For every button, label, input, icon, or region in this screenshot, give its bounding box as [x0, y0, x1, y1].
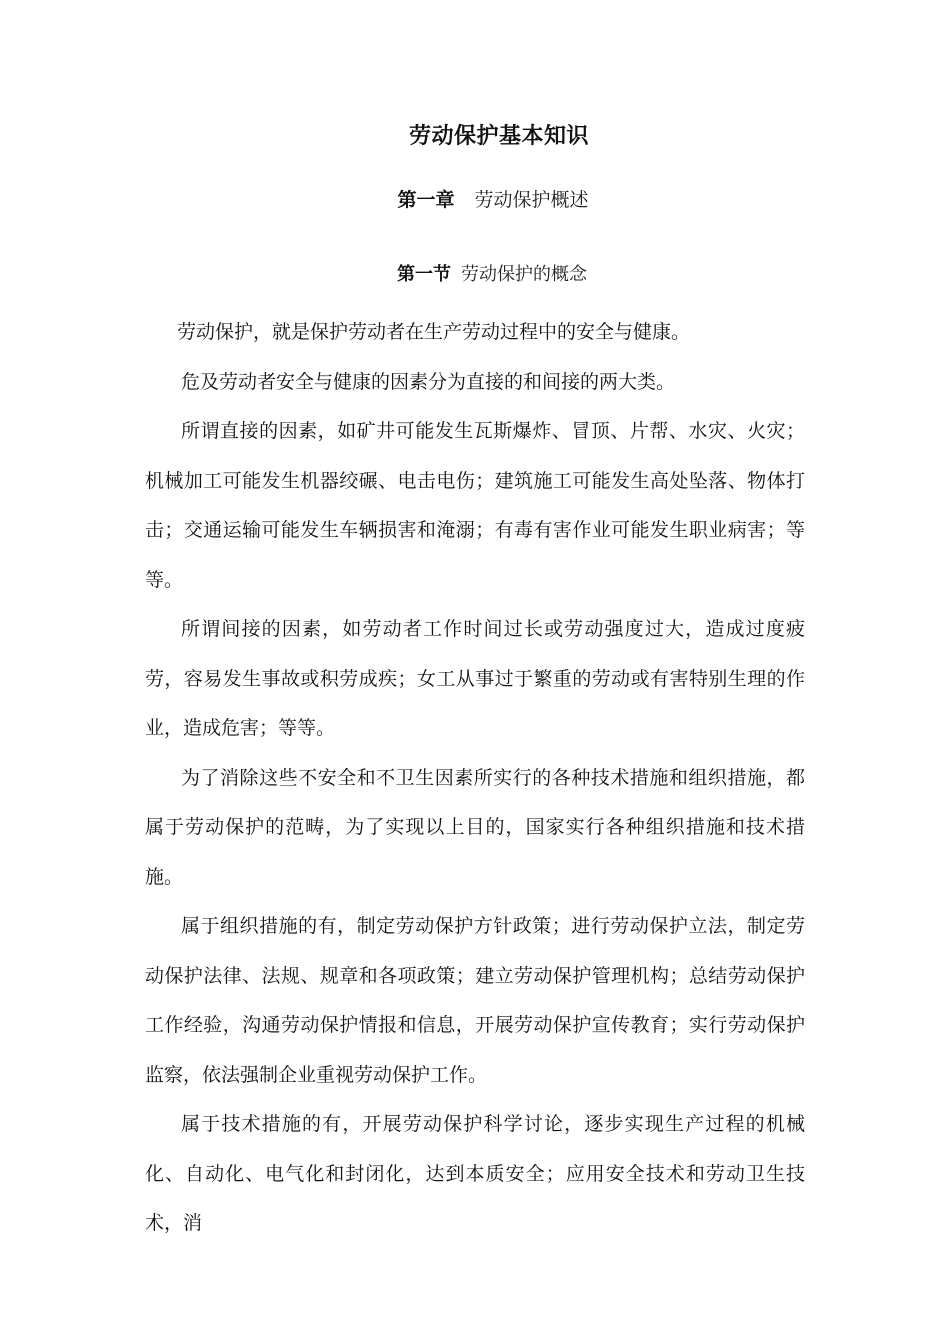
chapter-heading — [0, 186, 950, 214]
section-number: 第一节 — [397, 264, 451, 285]
section-heading — [0, 261, 950, 289]
paragraph: 劳动保护，就是保护劳动者在生产劳动过程中的安全与健康。 — [177, 321, 691, 343]
section-title: 劳动保护的概念 — [461, 264, 587, 285]
paragraph: 为了消除这些不安全和不卫生因素所实行的各种技术措施和组织措施，都属于劳动保护的范畴，为了实现以上目的，国家实行各种组织措施和技术措施。 — [145, 766, 805, 888]
paragraph: 所谓直接的因素，如矿井可能发生瓦斯爆炸、冒顶、片帮、水灾、火灾；机械加工可能发生机器绞碾、电击电伤；建筑施工可能发生高处坠落、物体打击；交通运输可能发生车辆损害和淹溺；有毒有害作业可能发生职业病害；等等。 — [145, 420, 805, 591]
paragraph: 属于技术措施的有，开展劳动保护科学讨论，逐步实现生产过程的机械化、自动化、电气化和封闭化，达到本质安全；应用安全技术和劳动卫生技术，消 — [145, 1113, 805, 1234]
body-text — [145, 308, 805, 1249]
chapter-number: 第一章 — [397, 189, 455, 211]
chapter-title: 劳动保护概述 — [474, 189, 589, 211]
paragraph: 所谓间接的因素，如劳动者工作时间过长或劳动强度过大，造成过度疲劳，容易发生事故或积劳成疾；女工从事过于繁重的劳动或有害特别生理的作业，造成危害；等等。 — [145, 618, 805, 739]
paragraph: 属于组织措施的有，制定劳动保护方针政策；进行劳动保护立法，制定劳动保护法律、法规、规章和各项政策；建立劳动保护管理机构；总结劳动保护工作经验，沟通劳动保护情报和信息，开展劳动保护宣传教育；实行劳动保护监察，依法强制企业重视劳动保护工作。 — [145, 915, 805, 1086]
paragraph: 危及劳动者安全与健康的因素分为直接的和间接的两大类。 — [181, 370, 676, 393]
document-title: 劳动保护基本知识 — [408, 124, 589, 149]
